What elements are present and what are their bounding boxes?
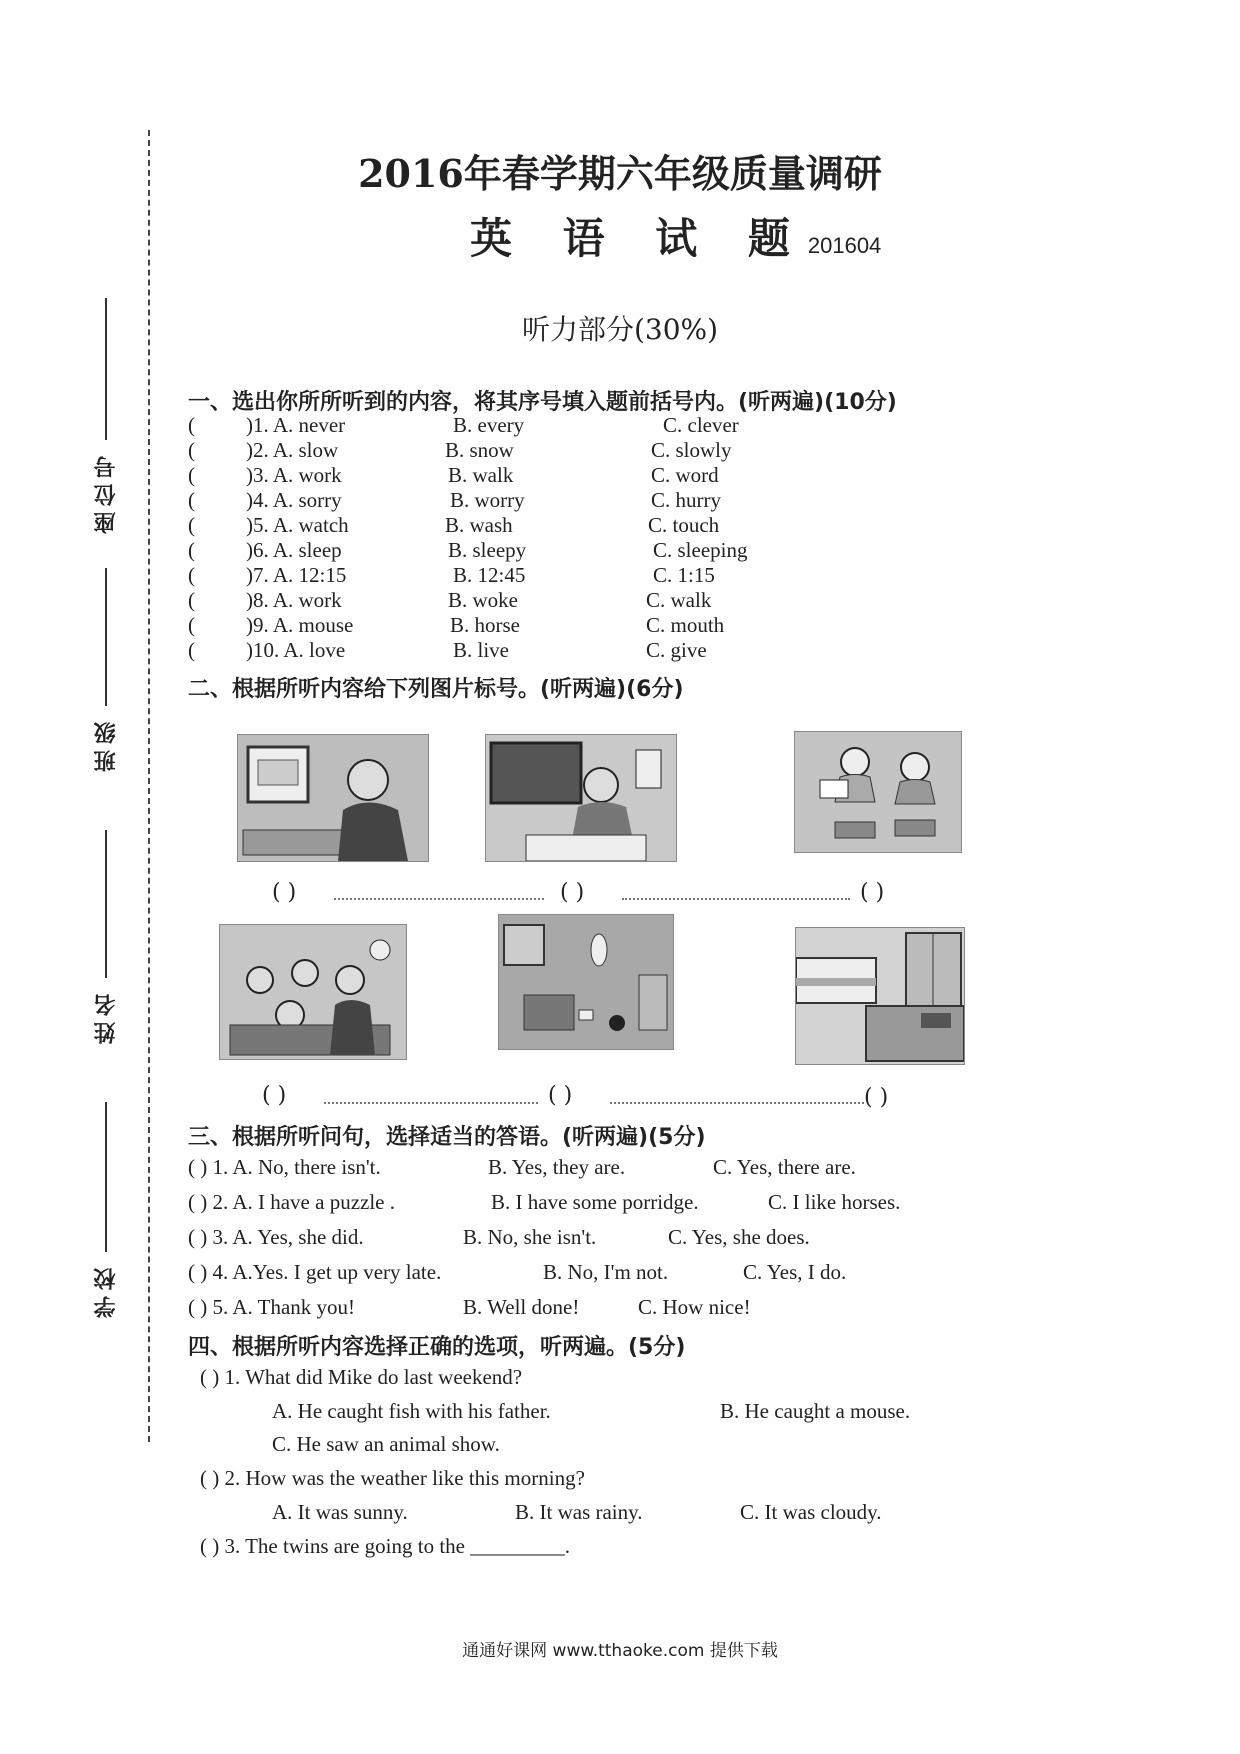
divider xyxy=(610,1102,864,1104)
class-field xyxy=(88,568,124,782)
picture-answer-6[interactable]: ( ) xyxy=(864,1085,889,1110)
picture-messy-room xyxy=(498,914,674,1050)
divider xyxy=(622,898,850,900)
divider xyxy=(324,1102,538,1104)
page-title: 2016年春学期六年级质量调研 xyxy=(358,151,882,196)
question-2-option-c: C. It was cloudy. xyxy=(740,1500,882,1524)
footer-credit: 通通好课网 www.tthaoke.com 提供下载 xyxy=(462,1641,778,1661)
exam-subtitle xyxy=(470,206,881,266)
school-line xyxy=(105,1102,107,1252)
picture-kids-reading xyxy=(794,731,962,853)
question-1: ( ) 1. What did Mike do last weekend? xyxy=(200,1365,523,1389)
listening-header: 听力部分(30%) xyxy=(521,313,719,346)
exam-code: 201604 xyxy=(807,233,882,258)
name-line xyxy=(105,830,107,978)
picture-answer-4[interactable]: ( ) xyxy=(262,1083,287,1108)
picture-answer-5[interactable]: ( ) xyxy=(548,1083,573,1108)
question-2-option-a: A. It was sunny. xyxy=(272,1500,408,1524)
exam-subtitle-main: 英 语 试 题 xyxy=(470,214,808,263)
section3-title: 三、根据所听问句，选择适当的答语。(听两遍)(5分) xyxy=(188,1125,706,1150)
name-label: 姓名 xyxy=(93,988,119,1044)
picture-bedroom xyxy=(795,927,965,1065)
picture-answer-1[interactable]: ( ) xyxy=(272,880,297,905)
question-1-option-c: C. He saw an animal show. xyxy=(272,1432,500,1456)
school-label: 学校 xyxy=(93,1262,119,1318)
section1-title: 一、选出你所所听到的内容，将其序号填入题前括号内。(听两遍)(10分) xyxy=(188,390,897,415)
section2-title: 二、根据所听内容给下列图片标号。(听两遍)(6分) xyxy=(188,677,684,702)
seat-number-label: 座位号 xyxy=(93,450,119,534)
divider xyxy=(334,898,544,900)
question-3: ( ) 3. The twins are going to the _________. xyxy=(200,1534,570,1558)
question-2-option-b: B. It was rainy. xyxy=(515,1500,643,1524)
section4-title: 四、根据所听内容选择正确的选项，听两遍。(5分) xyxy=(188,1335,686,1360)
picture-answer-2[interactable]: ( ) xyxy=(560,880,585,905)
picture-answer-3[interactable]: ( ) xyxy=(860,880,885,905)
question-1-option-a: A. He caught fish with his father. xyxy=(272,1399,551,1423)
class-label: 班级 xyxy=(93,716,119,772)
school-field xyxy=(88,1102,124,1328)
class-line xyxy=(105,568,107,706)
picture-brushing-teeth xyxy=(237,734,429,862)
picture-doing-homework xyxy=(485,734,677,862)
picture-family-dinner xyxy=(219,924,407,1060)
name-field xyxy=(88,830,124,1054)
question-2: ( ) 2. How was the weather like this morning? xyxy=(200,1466,585,1490)
question-1-option-b: B. He caught a mouse. xyxy=(720,1399,911,1423)
